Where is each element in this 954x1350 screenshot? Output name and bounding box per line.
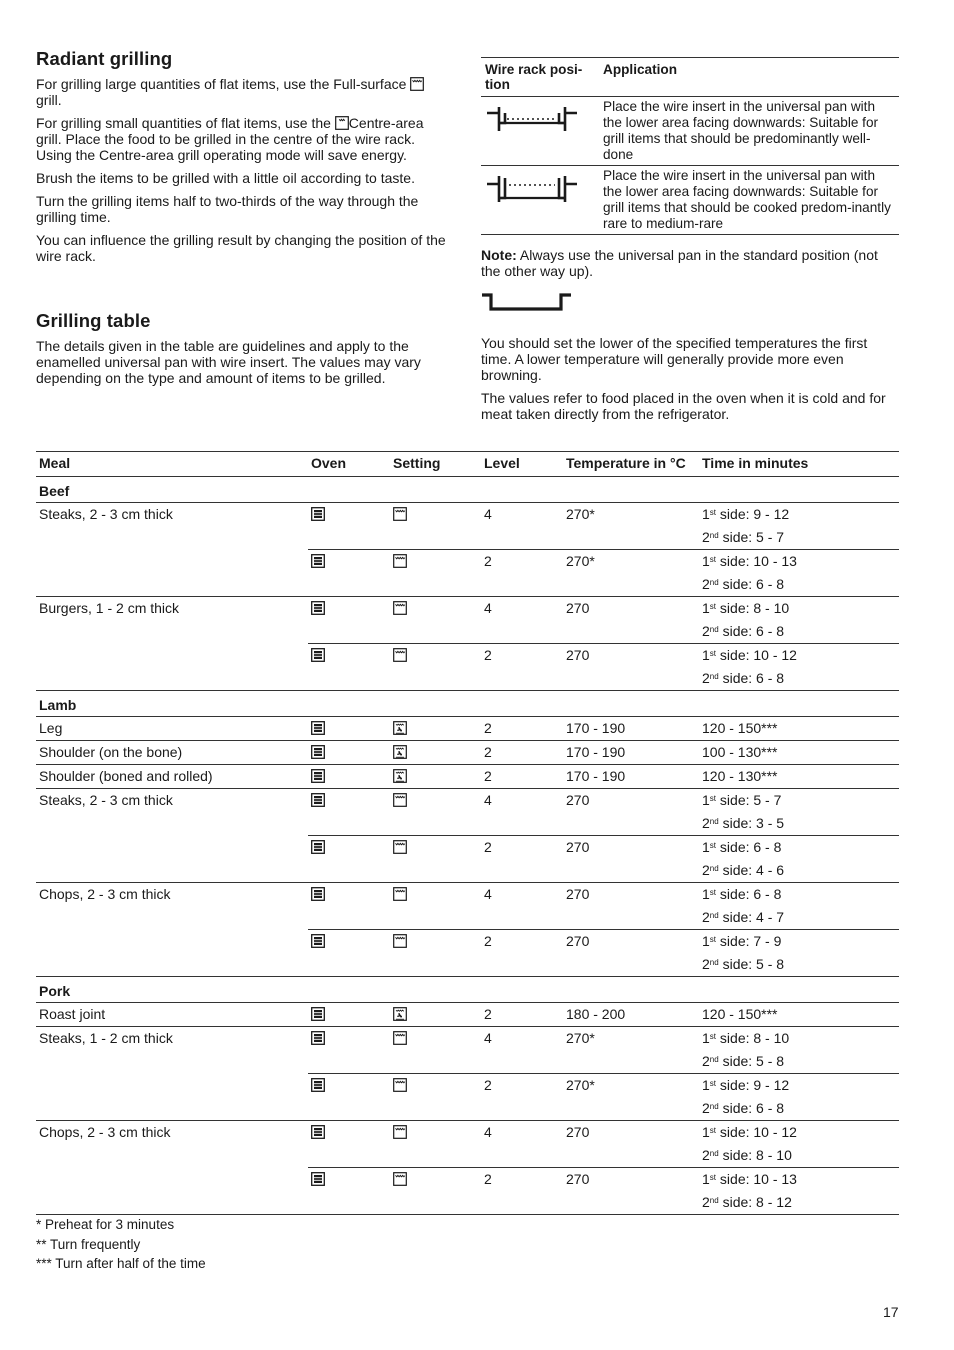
oven-cell: [308, 836, 390, 883]
setting-cell: [390, 836, 481, 883]
full-surface-grill-icon: [393, 1078, 407, 1092]
universal-pan-icon: [481, 291, 573, 315]
oven-icon: [311, 745, 325, 759]
level-cell: 4: [481, 1027, 563, 1074]
ordinal-suffix: nd: [709, 1196, 719, 1205]
ordinal-suffix: nd: [709, 672, 719, 681]
table-header-row: [36, 452, 899, 477]
temp-cell: 270: [563, 597, 699, 644]
time-value: side: 9 - 12: [716, 1077, 790, 1093]
oven-cell: [308, 1074, 390, 1121]
ordinal-suffix: st: [709, 1126, 717, 1135]
full-surface-grill-icon: [393, 840, 407, 854]
setting-cell: [390, 644, 481, 691]
oven-icon: [311, 507, 325, 521]
time-value: side: 8 - 10: [716, 1030, 790, 1046]
ordinal-suffix: st: [709, 888, 717, 897]
circotherm-grill-icon: [393, 769, 407, 783]
meal-cell: [36, 550, 308, 597]
setting-cell: [390, 930, 481, 977]
table-row: [36, 1074, 899, 1121]
oven-icon: [311, 769, 325, 783]
time-value: side: 6 - 8: [718, 623, 785, 639]
ordinal: 2: [702, 623, 710, 639]
oven-cell: [308, 503, 390, 550]
temp-cell: 270: [563, 1121, 699, 1168]
time-side-1: [702, 503, 896, 526]
table-row: [36, 717, 899, 741]
oven-cell: [308, 930, 390, 977]
ordinal: 1: [702, 933, 710, 949]
full-surface-grill-icon: [393, 1172, 407, 1186]
level-cell: 2: [481, 765, 563, 789]
radiant-grilling-heading: Radiant grilling: [36, 48, 173, 69]
wire-rack-high-text: Place the wire insert in the universal pan with the lower area facing downwards: Suitable for grill items that should be cooked predom-inantly rare to medium-rare: [599, 166, 899, 235]
full-surface-grill-icon: [393, 601, 407, 615]
time-side-2: [702, 906, 896, 929]
wire-rack-row: [481, 166, 899, 235]
level-cell: 2: [481, 741, 563, 765]
time-side-2: [702, 812, 896, 835]
oven-header: Oven: [308, 452, 390, 477]
time-value: side: 5 - 7: [718, 529, 785, 545]
full-surface-grill-icon: [393, 648, 407, 662]
level-cell: 2: [484, 1006, 492, 1022]
oven-cell: [308, 1003, 390, 1027]
table-row: [36, 1003, 899, 1027]
setting-cell: [390, 1027, 481, 1074]
ordinal: 2: [702, 956, 710, 972]
time-cell: [699, 503, 899, 550]
meal-cell: Burgers, 1 - 2 cm thick: [36, 597, 308, 644]
time-side-2: [702, 1097, 896, 1120]
oven-cell: [308, 597, 390, 644]
wire-rack-position-header: Wire rack posi-tion: [481, 58, 599, 97]
wire-rack-table: [481, 57, 899, 235]
ordinal-suffix: nd: [709, 1149, 719, 1158]
wire-rack-low-cell: [481, 97, 599, 166]
time-cell: [699, 1074, 899, 1121]
time-value: side: 5 - 8: [718, 956, 785, 972]
meal-cell: [36, 644, 308, 691]
time-value: side: 8 - 10: [716, 600, 790, 616]
level-cell: 4: [481, 597, 563, 644]
radiant-p1a: For grilling large quantities of flat items, use the Full-surface: [36, 76, 407, 92]
time-side-1: [702, 597, 896, 620]
footnote-turn-half: *** Turn after half of the time: [36, 1256, 206, 1271]
time-side-1: [702, 550, 896, 573]
time-side-1: [702, 1168, 896, 1191]
ordinal-suffix: st: [709, 841, 717, 850]
wire-rack-low-text: Place the wire insert in the universal pan with the lower area facing downwards: Suitable for grill items that should be predominantly well-done: [599, 97, 899, 166]
note: [481, 247, 899, 279]
ordinal: 1: [702, 1030, 710, 1046]
time-side-2: [702, 526, 896, 549]
temp-cell: 170 - 190: [563, 741, 699, 765]
temp-cell: 270: [563, 930, 699, 977]
wire-rack-row: [481, 97, 899, 166]
time-side-1: [702, 1121, 896, 1144]
ordinal-suffix: st: [709, 555, 717, 564]
setting-cell: [390, 1121, 481, 1168]
footnote-turn-frequently: ** Turn frequently: [36, 1236, 141, 1252]
setting-cell: [390, 765, 481, 789]
ordinal-suffix: nd: [709, 578, 719, 587]
time-value: side: 7 - 9: [716, 933, 782, 949]
ordinal: 2: [702, 1194, 710, 1210]
full-surface-grill-icon: [393, 1125, 407, 1139]
time-value: side: 10 - 12: [716, 647, 797, 663]
time-value: side: 8 - 10: [718, 1147, 792, 1163]
footnotes: [36, 1215, 206, 1274]
oven-icon: [311, 887, 325, 901]
time-side-2: [702, 859, 896, 882]
ordinal: 2: [702, 576, 710, 592]
temp-cell: 270: [563, 644, 699, 691]
level-cell: 2: [481, 836, 563, 883]
time-side-1: [702, 1027, 896, 1050]
table-row: [36, 930, 899, 977]
time-side-2: [702, 620, 896, 643]
oven-icon: [311, 840, 325, 854]
setting-cell: [390, 1074, 481, 1121]
left-column: [36, 48, 452, 393]
time-cell: [699, 883, 899, 930]
time-side-2: [702, 573, 896, 596]
oven-cell: [308, 1121, 390, 1168]
temp-cell: 270: [563, 789, 699, 836]
time-cell: 100 - 130***: [699, 741, 899, 765]
level-cell: 4: [484, 506, 492, 522]
time-value: side: 6 - 8: [718, 670, 785, 686]
time-cell: [699, 836, 899, 883]
time-side-2: [702, 953, 896, 976]
temp-cell: 270*: [563, 550, 699, 597]
ordinal: 1: [702, 886, 710, 902]
radiant-paragraph-5: You can influence the grilling result by changing the position of the wire rack.: [36, 232, 446, 264]
full-surface-grill-icon: [393, 507, 407, 521]
temp-cell: 270*: [563, 1027, 699, 1074]
time-value: side: 3 - 5: [718, 815, 785, 831]
level-cell: 4: [481, 883, 563, 930]
oven-icon: [311, 934, 325, 948]
oven-cell: [308, 1027, 390, 1074]
time-cell: [699, 1027, 899, 1074]
oven-icon: [311, 793, 325, 807]
ordinal: 1: [702, 647, 710, 663]
time-value: side: 5 - 8: [718, 1053, 785, 1069]
ordinal: 2: [702, 815, 710, 831]
level-cell: 4: [481, 1121, 563, 1168]
setting-cell: [390, 741, 481, 765]
time-cell: [699, 1121, 899, 1168]
table-row: [36, 1121, 899, 1168]
table-row: [36, 741, 899, 765]
setting-cell: [390, 717, 481, 741]
full-surface-grill-icon: [393, 554, 407, 568]
category-pork: Pork: [36, 977, 899, 1003]
wire-rack-high-icon: [485, 172, 577, 204]
ordinal: 1: [702, 839, 710, 855]
oven-cell: [308, 1168, 390, 1215]
radiant-paragraph-4: Turn the grilling items half to two-thirds of the way through the grilling time.: [36, 193, 419, 225]
application-header: Application: [599, 58, 899, 97]
time-value: side: 6 - 8: [716, 839, 782, 855]
time-value: side: 4 - 7: [718, 909, 785, 925]
right-column: [481, 57, 899, 429]
time-side-1: [702, 883, 896, 906]
time-value: side: 10 - 13: [716, 553, 797, 569]
ordinal-suffix: nd: [709, 1102, 719, 1111]
time-side-2: [702, 1191, 896, 1214]
time-value: side: 6 - 8: [716, 886, 782, 902]
meal-cell: Shoulder (on the bone): [36, 741, 308, 765]
circotherm-grill-icon: [393, 1007, 407, 1021]
meal-cell: [36, 1168, 308, 1215]
ordinal-suffix: st: [709, 649, 717, 658]
table-row: [36, 765, 899, 789]
time-value: side: 6 - 8: [718, 1100, 785, 1116]
setting-cell: [390, 883, 481, 930]
ordinal: 1: [702, 600, 710, 616]
page-number: 17: [883, 1304, 899, 1320]
temp-cell: 270: [563, 1168, 699, 1215]
meal-header: Meal: [36, 452, 308, 477]
meal-cell: Steaks, 2 - 3 cm thick: [36, 789, 308, 836]
ordinal: 2: [702, 862, 710, 878]
radiant-paragraph-2: [36, 115, 452, 163]
meal-cell: Leg: [39, 720, 63, 736]
ordinal: 2: [702, 1100, 710, 1116]
table-row: [36, 1168, 899, 1215]
time-cell: [699, 550, 899, 597]
note-label: Note:: [481, 247, 517, 263]
meal-cell: Roast joint: [39, 1006, 106, 1022]
level-cell: 2: [481, 1074, 563, 1121]
note-text: Always use the universal pan in the standard position (not the other way up).: [481, 247, 878, 279]
time-value: side: 10 - 13: [716, 1171, 797, 1187]
oven-icon: [311, 554, 325, 568]
time-cell: [699, 930, 899, 977]
time-side-2: [702, 1050, 896, 1073]
time-cell: 120 - 150***: [702, 1006, 778, 1022]
setting-header: Setting: [390, 452, 481, 477]
ordinal: 1: [702, 1077, 710, 1093]
time-side-1: [702, 789, 896, 812]
radiant-p1b: grill.: [36, 92, 62, 108]
setting-cell: [390, 597, 481, 644]
full-surface-grill-icon: [393, 1031, 407, 1045]
time-side-1: [702, 836, 896, 859]
wire-rack-high-cell: [481, 166, 599, 235]
ordinal-suffix: st: [709, 602, 717, 611]
meal-cell: [36, 1074, 308, 1121]
level-cell: 2: [481, 930, 563, 977]
time-value: side: 8 - 12: [718, 1194, 792, 1210]
oven-icon: [311, 1125, 325, 1139]
setting-cell: [390, 1168, 481, 1215]
ordinal: 1: [702, 792, 710, 808]
oven-icon: [311, 601, 325, 615]
table-row: [36, 503, 899, 550]
ordinal-suffix: nd: [709, 1055, 719, 1064]
radiant-paragraph-1: [36, 76, 452, 108]
oven-cell: [308, 550, 390, 597]
meal-cell: Shoulder (boned and rolled): [36, 765, 308, 789]
ordinal: 1: [702, 1124, 710, 1140]
oven-icon: [311, 1172, 325, 1186]
table-row: [36, 789, 899, 836]
values-note: The values refer to food placed in the oven when it is cold and for meat taken directly from the refrigerator.: [481, 390, 886, 422]
oven-icon: [311, 648, 325, 662]
temperature-note: You should set the lower of the specified temperatures the first time. A lower temperature will generally provide more even browning.: [481, 335, 868, 383]
time-side-1: [702, 644, 896, 667]
meal-cell: Steaks, 2 - 3 cm thick: [39, 506, 173, 522]
category-lamb: Lamb: [36, 691, 899, 717]
full-surface-grill-icon: [393, 934, 407, 948]
temp-cell: 270*: [566, 506, 595, 522]
temp-cell: 170 - 190: [566, 720, 626, 736]
ordinal: 2: [702, 529, 710, 545]
time-side-1: [702, 1074, 896, 1097]
time-side-2: [702, 667, 896, 690]
wire-rack-low-icon: [485, 103, 577, 131]
level-cell: 2: [481, 644, 563, 691]
time-cell: [699, 644, 899, 691]
table-row: [36, 836, 899, 883]
ordinal-suffix: st: [709, 1173, 717, 1182]
setting-cell: [390, 1003, 481, 1027]
oven-icon: [311, 1007, 325, 1021]
setting-cell: [390, 550, 481, 597]
time-cell: 120 - 130***: [699, 765, 899, 789]
oven-icon: [311, 1078, 325, 1092]
meal-cell: Chops, 2 - 3 cm thick: [36, 883, 308, 930]
level-cell: 2: [481, 550, 563, 597]
ordinal-suffix: nd: [709, 864, 719, 873]
time-header: Time in minutes: [699, 452, 899, 477]
radiant-p2b: Centre-area grill. Place the food to be grilled in the centre of the wire rack. Using the Centre-area grill operating mode will save energy.: [36, 115, 424, 163]
temperature-header: Temperature in °C: [563, 452, 699, 477]
centre-area-grill-icon: [335, 116, 349, 130]
setting-cell: [390, 503, 481, 550]
time-value: side: 6 - 8: [718, 576, 785, 592]
temp-cell: 170 - 190: [563, 765, 699, 789]
oven-cell: [308, 789, 390, 836]
ordinal-suffix: nd: [709, 911, 719, 920]
circotherm-grill-icon: [393, 745, 407, 759]
oven-icon: [311, 721, 325, 735]
category-row: [36, 977, 899, 1003]
oven-cell: [308, 644, 390, 691]
oven-icon: [311, 1031, 325, 1045]
oven-cell: [308, 883, 390, 930]
level-cell: 4: [481, 789, 563, 836]
ordinal: 2: [702, 670, 710, 686]
level-cell: 2: [484, 720, 492, 736]
footnote-preheat: * Preheat for 3 minutes: [36, 1217, 175, 1232]
temp-cell: 180 - 200: [566, 1006, 626, 1022]
time-cell: [699, 597, 899, 644]
ordinal-suffix: st: [709, 794, 717, 803]
ordinal: 1: [702, 1171, 710, 1187]
full-surface-grill-icon: [410, 77, 424, 91]
table-row: [36, 883, 899, 930]
category-row: [36, 691, 899, 717]
time-cell: [699, 789, 899, 836]
meal-cell: [36, 836, 308, 883]
meal-cell: Steaks, 1 - 2 cm thick: [36, 1027, 308, 1074]
full-surface-grill-icon: [393, 793, 407, 807]
time-side-2: [702, 1144, 896, 1167]
ordinal: 2: [702, 909, 710, 925]
full-surface-grill-icon: [393, 887, 407, 901]
grilling-table-heading: Grilling table: [36, 310, 151, 331]
meal-cell: [36, 930, 308, 977]
level-cell: 2: [481, 1168, 563, 1215]
ordinal-suffix: nd: [709, 817, 719, 826]
radiant-paragraph-3: Brush the items to be grilled with a little oil according to taste.: [36, 170, 415, 186]
grilling-table-intro: The details given in the table are guidelines and apply to the enamelled universal pan with wire insert. The values may vary depending on the type and amount of items to be grilled.: [36, 338, 421, 386]
temp-cell: 270*: [563, 1074, 699, 1121]
oven-cell: [308, 717, 390, 741]
time-value: side: 10 - 12: [716, 1124, 797, 1140]
ordinal-suffix: st: [709, 1032, 717, 1041]
radiant-p2a: For grilling small quantities of flat items, use the: [36, 115, 331, 131]
time-value: side: 9 - 12: [716, 506, 790, 522]
ordinal-suffix: st: [709, 508, 717, 517]
ordinal: 1: [702, 506, 710, 522]
oven-cell: [308, 765, 390, 789]
category-beef: Beef: [36, 477, 899, 503]
temp-cell: 270: [563, 883, 699, 930]
oven-cell: [308, 741, 390, 765]
table-row: [36, 644, 899, 691]
level-header: Level: [481, 452, 563, 477]
time-cell: 120 - 150***: [702, 720, 778, 736]
table-row: [36, 550, 899, 597]
time-side-1: [702, 930, 896, 953]
ordinal: 2: [702, 1147, 710, 1163]
ordinal-suffix: nd: [709, 531, 719, 540]
table-row: [36, 597, 899, 644]
table-row: [36, 1027, 899, 1074]
ordinal-suffix: st: [709, 1079, 717, 1088]
temp-cell: 270: [563, 836, 699, 883]
ordinal: 1: [702, 553, 710, 569]
ordinal-suffix: nd: [709, 958, 719, 967]
ordinal-suffix: st: [709, 935, 717, 944]
setting-cell: [390, 789, 481, 836]
time-cell: [699, 1168, 899, 1215]
time-value: side: 5 - 7: [716, 792, 782, 808]
ordinal-suffix: nd: [709, 625, 719, 634]
meal-cell: Chops, 2 - 3 cm thick: [36, 1121, 308, 1168]
ordinal: 2: [702, 1053, 710, 1069]
wire-rack-header-row: [481, 58, 899, 97]
category-row: [36, 477, 899, 503]
grilling-table: [36, 451, 899, 1215]
circotherm-grill-icon: [393, 721, 407, 735]
time-value: side: 4 - 6: [718, 862, 785, 878]
